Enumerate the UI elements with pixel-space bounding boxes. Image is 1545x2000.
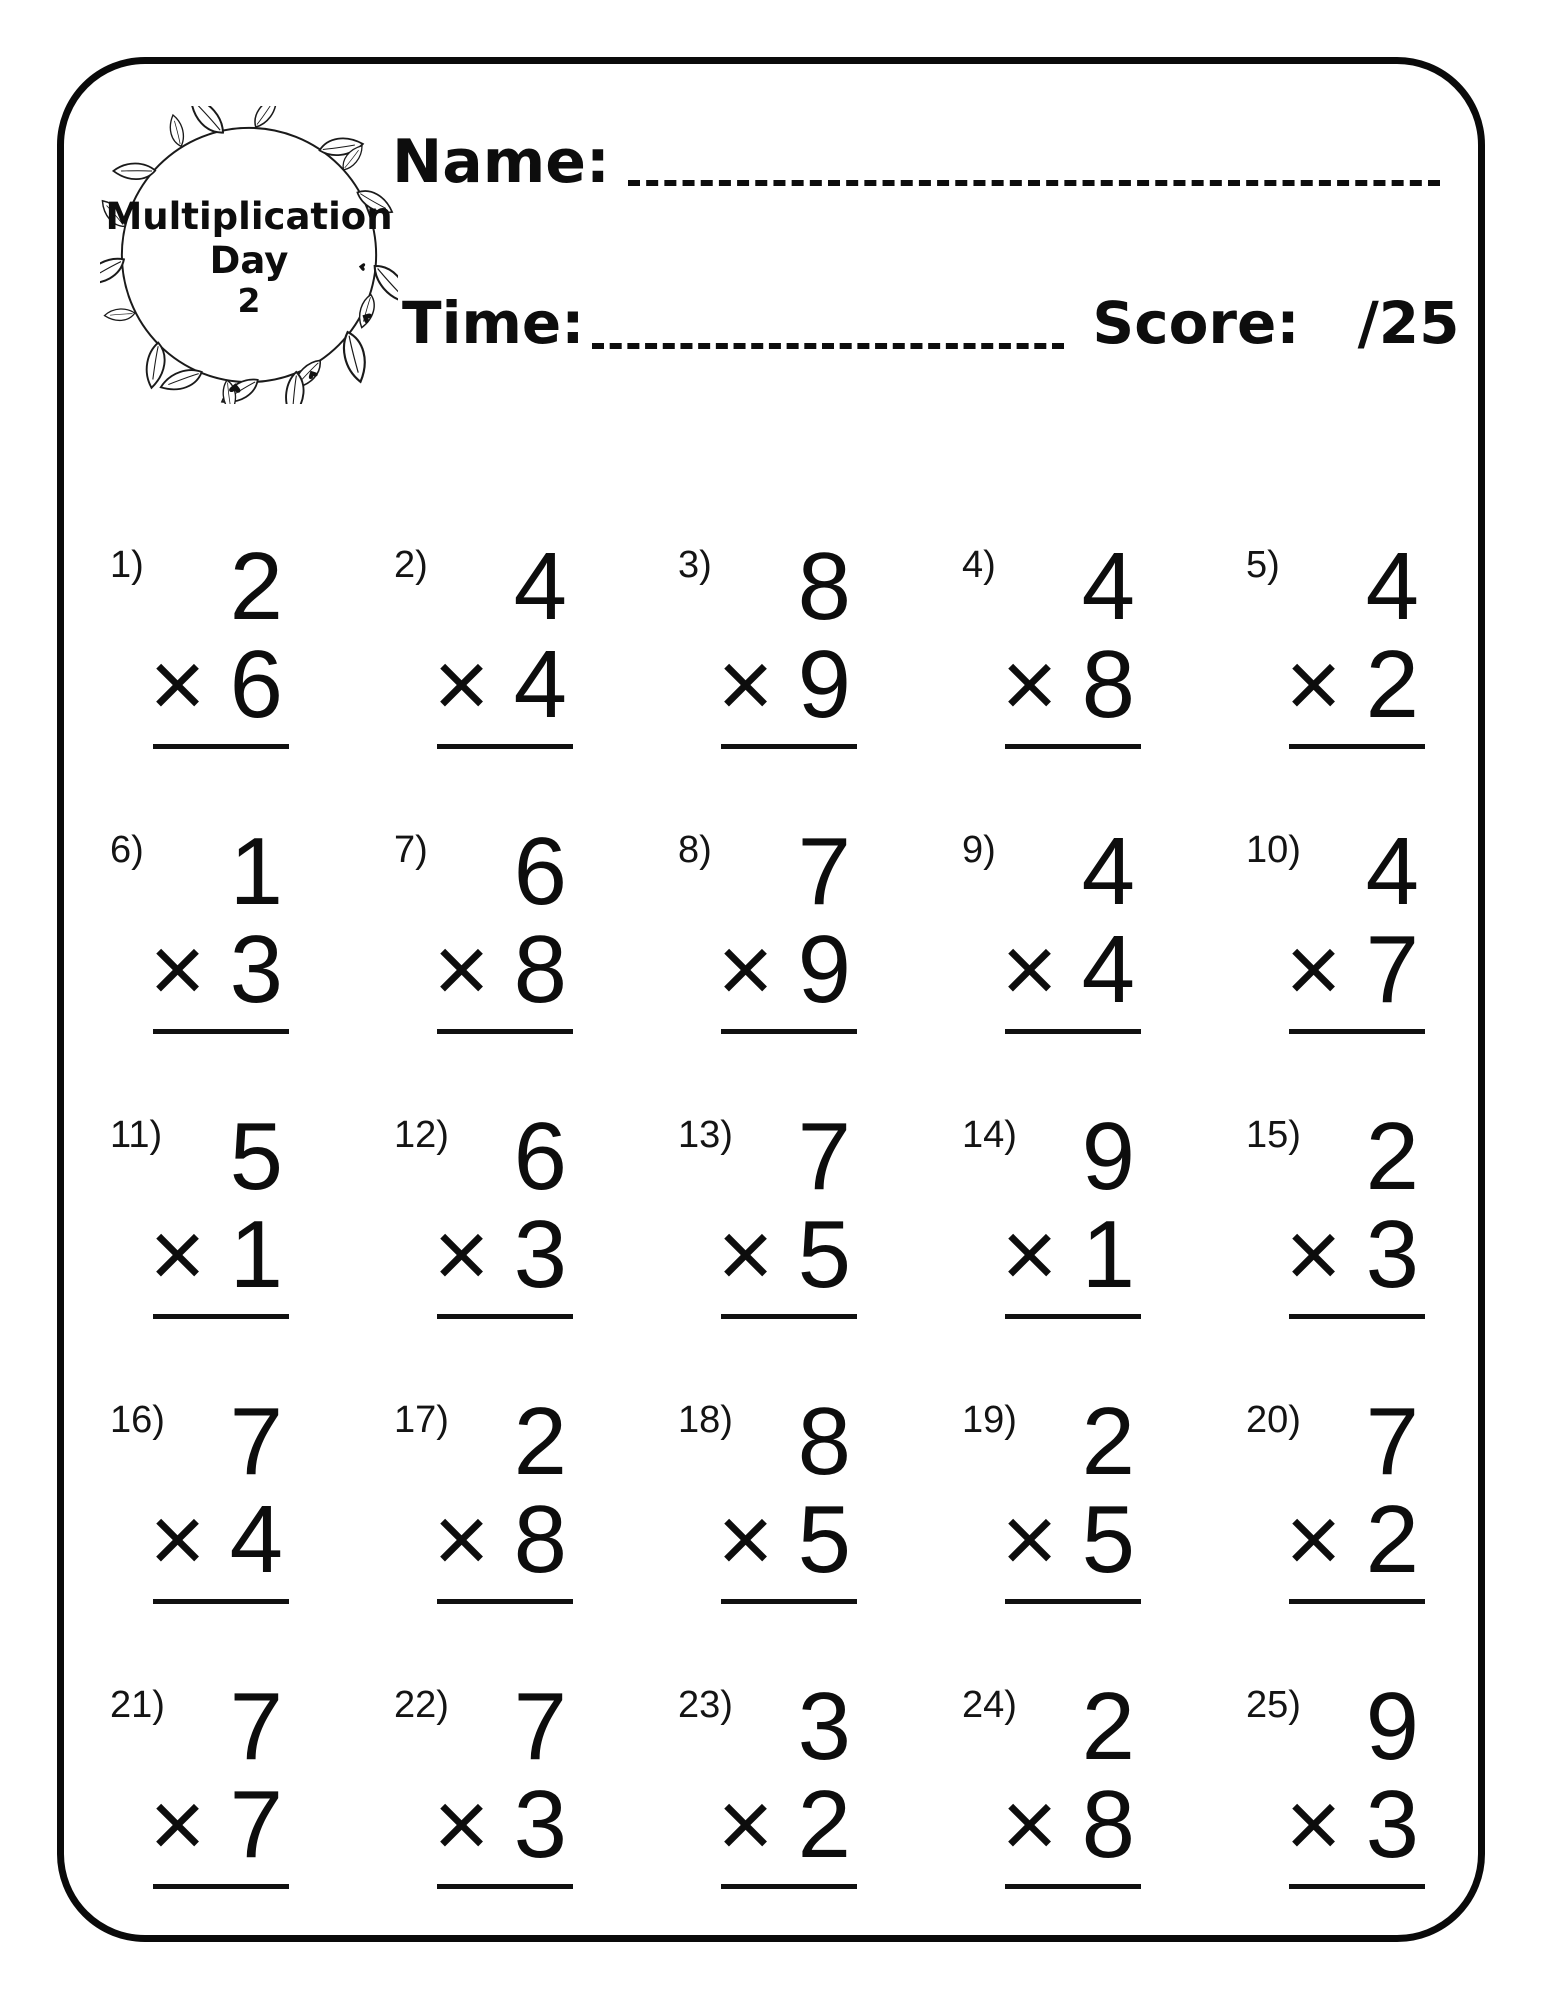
problem-number: 22)	[394, 1684, 449, 1726]
score-value: /25	[1357, 289, 1460, 357]
problem	[1232, 1102, 1516, 1387]
multiply-sign: ×	[1001, 1486, 1058, 1593]
multiplicand: 7	[229, 1388, 283, 1495]
multiply-sign: ×	[717, 1486, 774, 1593]
answer-line[interactable]	[721, 744, 857, 749]
problem	[948, 1102, 1232, 1387]
multiplier-row	[671, 1486, 851, 1593]
problem	[380, 532, 664, 817]
logo-title: Multiplication	[105, 194, 393, 238]
multiplicand: 5	[229, 1103, 283, 1210]
multiply-sign: ×	[433, 1771, 490, 1878]
multiply-sign: ×	[1285, 916, 1342, 1023]
answer-line[interactable]	[153, 1884, 289, 1889]
problem-work	[387, 1673, 567, 1889]
multiplier-row	[955, 916, 1135, 1023]
problem	[96, 1102, 380, 1387]
problem-work	[387, 533, 567, 749]
problem-work	[671, 1673, 851, 1889]
multiplier-row	[1239, 1771, 1419, 1878]
multiplier-row	[103, 1201, 283, 1308]
multiplicand: 2	[1365, 1103, 1419, 1210]
answer-line[interactable]	[153, 1599, 289, 1604]
problem	[948, 1672, 1232, 1957]
multiplier: 3	[1365, 1201, 1419, 1308]
multiply-sign: ×	[149, 916, 206, 1023]
problem-number: 18)	[678, 1399, 733, 1441]
multiplier: 2	[797, 1771, 851, 1878]
problem-work	[103, 1673, 283, 1889]
multiplier: 5	[797, 1201, 851, 1308]
problem-number: 3)	[678, 544, 712, 586]
multiplier: 6	[229, 631, 283, 738]
problem-number: 25)	[1246, 1684, 1301, 1726]
answer-line[interactable]	[721, 1029, 857, 1034]
problem	[664, 532, 948, 817]
problem-work	[671, 1103, 851, 1319]
multiplier-row	[387, 1486, 567, 1593]
multiplicand: 2	[1081, 1673, 1135, 1780]
multiplier: 7	[1365, 916, 1419, 1023]
problem	[1232, 1672, 1516, 1957]
answer-line[interactable]	[1005, 1314, 1141, 1319]
problem-number: 16)	[110, 1399, 165, 1441]
multiplicand: 7	[513, 1673, 567, 1780]
multiply-sign: ×	[433, 1201, 490, 1308]
problem-work	[103, 1388, 283, 1604]
multiplier: 1	[229, 1201, 283, 1308]
problem-number: 6)	[110, 829, 144, 871]
multiplicand: 6	[513, 818, 567, 925]
multiplier: 5	[1081, 1486, 1135, 1593]
problem	[948, 1387, 1232, 1672]
multiply-sign: ×	[717, 1201, 774, 1308]
multiplicand: 1	[229, 818, 283, 925]
problems-grid	[96, 532, 1516, 1957]
multiplier: 9	[797, 916, 851, 1023]
multiplier: 7	[229, 1771, 283, 1878]
problem-work	[387, 1388, 567, 1604]
problem-number: 9)	[962, 829, 996, 871]
answer-line[interactable]	[437, 1029, 573, 1034]
problem-work	[1239, 1388, 1419, 1604]
problem-work	[671, 818, 851, 1034]
multiply-sign: ×	[433, 631, 490, 738]
multiply-sign: ×	[149, 631, 206, 738]
answer-line[interactable]	[1289, 744, 1425, 749]
answer-line[interactable]	[437, 744, 573, 749]
multiplier-row	[671, 916, 851, 1023]
multiplicand: 7	[797, 1103, 851, 1210]
answer-line[interactable]	[1005, 744, 1141, 749]
multiplier-row	[103, 916, 283, 1023]
multiplier: 8	[513, 916, 567, 1023]
problem	[380, 1672, 664, 1957]
multiplier-row	[955, 1201, 1135, 1308]
multiplier-row	[387, 916, 567, 1023]
multiplier: 5	[797, 1486, 851, 1593]
multiplicand: 8	[797, 1388, 851, 1495]
problem-work	[955, 1103, 1135, 1319]
multiplier: 4	[229, 1486, 283, 1593]
answer-line[interactable]	[153, 1314, 289, 1319]
multiplicand: 4	[1365, 533, 1419, 640]
answer-line[interactable]	[153, 1029, 289, 1034]
multiply-sign: ×	[433, 1486, 490, 1593]
multiplier: 9	[797, 631, 851, 738]
multiply-sign: ×	[1001, 1771, 1058, 1878]
answer-line[interactable]	[1289, 1599, 1425, 1604]
multiplier-row	[103, 1486, 283, 1593]
answer-line[interactable]	[153, 744, 289, 749]
multiplier-row	[1239, 1201, 1419, 1308]
multiplier: 3	[1365, 1771, 1419, 1878]
multiplicand: 4	[1081, 818, 1135, 925]
problem-work	[1239, 1103, 1419, 1319]
multiplicand: 2	[513, 1388, 567, 1495]
multiply-sign: ×	[149, 1486, 206, 1593]
multiplier-row	[671, 1201, 851, 1308]
problem-work	[387, 1103, 567, 1319]
problem-work	[1239, 1673, 1419, 1889]
multiplier-row	[955, 631, 1135, 738]
problem-number: 23)	[678, 1684, 733, 1726]
problem	[664, 817, 948, 1102]
problem-work	[103, 533, 283, 749]
problem-work	[671, 1388, 851, 1604]
answer-line[interactable]	[721, 1884, 857, 1889]
multiplier-row	[671, 1771, 851, 1878]
logo-day-number: 2	[237, 281, 261, 321]
problem	[1232, 1387, 1516, 1672]
problem-work	[955, 1388, 1135, 1604]
multiplicand: 8	[797, 533, 851, 640]
problem-number: 19)	[962, 1399, 1017, 1441]
problem	[96, 817, 380, 1102]
multiplier: 3	[513, 1771, 567, 1878]
multiply-sign: ×	[1285, 1771, 1342, 1878]
multiplier-row	[1239, 916, 1419, 1023]
multiplier-row	[955, 1771, 1135, 1878]
answer-line[interactable]	[437, 1599, 573, 1604]
multiplicand: 3	[797, 1673, 851, 1780]
wreath-logo	[100, 106, 398, 404]
answer-line[interactable]	[721, 1314, 857, 1319]
problem-work	[955, 1673, 1135, 1889]
multiplicand: 2	[229, 533, 283, 640]
multiply-sign: ×	[149, 1201, 206, 1308]
problem-number: 5)	[1246, 544, 1280, 586]
multiply-sign: ×	[717, 631, 774, 738]
multiplier-row	[671, 631, 851, 738]
answer-line[interactable]	[1005, 1599, 1141, 1604]
problem-number: 1)	[110, 544, 144, 586]
multiplier: 8	[1081, 631, 1135, 738]
multiply-sign: ×	[717, 916, 774, 1023]
problem-number: 17)	[394, 1399, 449, 1441]
problem-number: 21)	[110, 1684, 165, 1726]
multiply-sign: ×	[1001, 1201, 1058, 1308]
multiplier-row	[387, 631, 567, 738]
problem	[664, 1672, 948, 1957]
multiply-sign: ×	[433, 916, 490, 1023]
multiplicand: 9	[1081, 1103, 1135, 1210]
multiplier: 2	[1365, 631, 1419, 738]
multiplier-row	[1239, 631, 1419, 738]
answer-line[interactable]	[721, 1599, 857, 1604]
multiplier-row	[103, 1771, 283, 1878]
problem	[664, 1102, 948, 1387]
problem-work	[955, 818, 1135, 1034]
multiply-sign: ×	[1285, 1201, 1342, 1308]
problem-number: 12)	[394, 1114, 449, 1156]
multiplier-row	[955, 1486, 1135, 1593]
time-label: Time:	[402, 289, 585, 357]
multiplier: 3	[229, 916, 283, 1023]
answer-line[interactable]	[1005, 1884, 1141, 1889]
problem	[96, 1387, 380, 1672]
time-score-row	[402, 282, 1502, 357]
logo-subtitle: Day	[209, 238, 289, 282]
multiplicand: 7	[1365, 1388, 1419, 1495]
name-label: Name:	[392, 127, 610, 197]
problem-work	[103, 818, 283, 1034]
name-fill-line[interactable]	[628, 180, 1440, 186]
multiplicand: 7	[229, 1673, 283, 1780]
multiply-sign: ×	[1285, 631, 1342, 738]
multiplier: 3	[513, 1201, 567, 1308]
time-fill-line[interactable]	[592, 343, 1064, 349]
answer-line[interactable]	[1289, 1884, 1425, 1889]
multiplier: 1	[1081, 1201, 1135, 1308]
multiplier-row	[387, 1201, 567, 1308]
multiplier: 2	[1365, 1486, 1419, 1593]
problem-number: 8)	[678, 829, 712, 871]
problem-work	[1239, 533, 1419, 749]
answer-line[interactable]	[1005, 1029, 1141, 1034]
multiplicand: 4	[1365, 818, 1419, 925]
problem-work	[387, 818, 567, 1034]
multiplier: 4	[513, 631, 567, 738]
problem-number: 2)	[394, 544, 428, 586]
problem-number: 15)	[1246, 1114, 1301, 1156]
multiplicand: 4	[513, 533, 567, 640]
multiply-sign: ×	[1285, 1486, 1342, 1593]
score-label: Score:	[1092, 289, 1300, 357]
multiplicand: 2	[1081, 1388, 1135, 1495]
problem-work	[955, 533, 1135, 749]
problem	[96, 532, 380, 817]
problem-number: 10)	[1246, 829, 1301, 871]
problem	[948, 532, 1232, 817]
multiplicand: 6	[513, 1103, 567, 1210]
problem-work	[103, 1103, 283, 1319]
problem-number: 13)	[678, 1114, 733, 1156]
problem-number: 20)	[1246, 1399, 1301, 1441]
multiply-sign: ×	[149, 1771, 206, 1878]
problem	[1232, 532, 1516, 817]
problem	[380, 1102, 664, 1387]
multiply-sign: ×	[1001, 916, 1058, 1023]
multiplicand: 9	[1365, 1673, 1419, 1780]
problem	[380, 817, 664, 1102]
multiplier: 4	[1081, 916, 1135, 1023]
logo-text	[100, 106, 398, 404]
problem-number: 7)	[394, 829, 428, 871]
multiplier: 8	[1081, 1771, 1135, 1878]
answer-line[interactable]	[1289, 1029, 1425, 1034]
multiplicand: 4	[1081, 533, 1135, 640]
multiplier-row	[103, 631, 283, 738]
answer-line[interactable]	[437, 1314, 573, 1319]
answer-line[interactable]	[1289, 1314, 1425, 1319]
problem	[664, 1387, 948, 1672]
multiply-sign: ×	[717, 1771, 774, 1878]
problem-work	[671, 533, 851, 749]
problem	[1232, 817, 1516, 1102]
answer-line[interactable]	[437, 1884, 573, 1889]
multiplier: 8	[513, 1486, 567, 1593]
problem	[96, 1672, 380, 1957]
name-row	[392, 106, 1440, 197]
multiplicand: 7	[797, 818, 851, 925]
problem-number: 11)	[110, 1114, 163, 1156]
problem-work	[1239, 818, 1419, 1034]
problem-number: 24)	[962, 1684, 1017, 1726]
problem	[380, 1387, 664, 1672]
multiply-sign: ×	[1001, 631, 1058, 738]
problem	[948, 817, 1232, 1102]
multiplier-row	[1239, 1486, 1419, 1593]
problem-number: 4)	[962, 544, 996, 586]
multiplier-row	[387, 1771, 567, 1878]
problem-number: 14)	[962, 1114, 1017, 1156]
